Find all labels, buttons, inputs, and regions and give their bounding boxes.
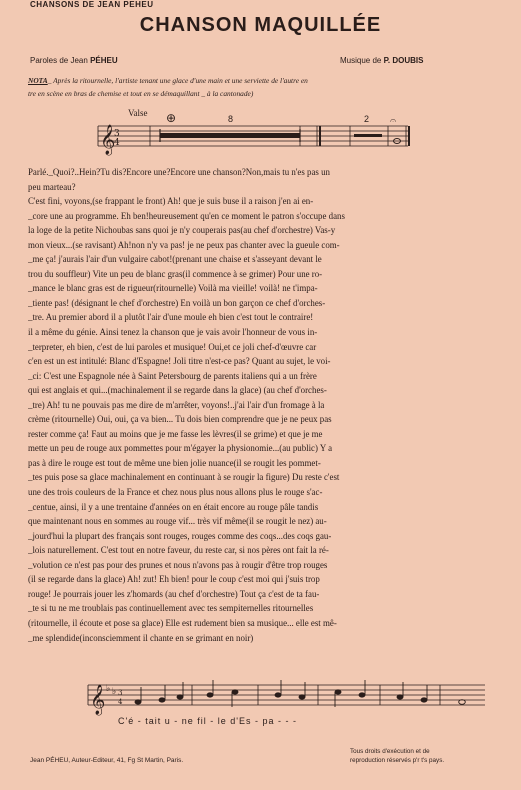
multi-measure-rest-bar [160, 133, 300, 138]
text-line: _centue, ainsi, il y a une trentaine d'années on en était encore au rouge pâle tandis [28, 501, 319, 512]
tempo-marking: Valse [128, 108, 148, 118]
svg-text:4: 4 [118, 698, 123, 706]
svg-text:3: 3 [114, 129, 120, 139]
treble-clef-icon: 𝄞 [90, 685, 106, 715]
text-line: _tre. Au premier abord il a plutôt l'air d'une moule eh bien c'est tout le contraire! [28, 312, 314, 323]
text-line: _core une au programme. Eh ben!heureusement qu'en ce moment le patron s'occupe dans [28, 210, 345, 221]
song-lyrics: C'é - tait u - ne fil - le d'Es - pa - - - [118, 716, 297, 726]
rights-line-1: Tous droits d'exécution et de [350, 748, 430, 755]
text-line: (il se regarde dans la glace) Ah! zut! Eh bien! pour le coup c'est moi qui j'suis trop [28, 574, 320, 585]
coda-icon: ⊕ [166, 112, 177, 125]
text-line: _me ça! j'aurais l'air d'un vulgaire cabot!(prenant une chaise et s'asseyant devant le [28, 254, 322, 265]
text-line: _tre) Ah! tu ne pouvais pas me dire de m'arrêter, voyons!..j'ai l'air d'un fromage à la [28, 399, 325, 410]
text-line: (ritournelle, il écoute et pose sa glace) Elle est rudement bien sa musique... elle est mê- [28, 617, 337, 628]
stage-note [28, 74, 498, 100]
text-line: trou du souffleur) Vite un peu de blanc gras(il commence à se grimer) Pour une ro- [28, 268, 323, 279]
song-title: CHANSON MAQUILLÉE [139, 14, 382, 36]
text-line: _terpreter, eh bien, c'est de lui paroles et musique! Oui,et ce joli chef-d'œuvre car [28, 341, 317, 352]
text-line: pas à dire le rouge est tout de même une bien jolie nuance(il se rougit les pommet- [28, 457, 321, 468]
text-line: il a même du génie. Ainsi tenez la chanson que je vais avoir l'honneur de vous in- [28, 327, 318, 338]
series-header: CHANSONS DE JEAN PEHEU [30, 0, 154, 9]
text-line: la loge de la petite Nichoubas sans quoi je n'y couperais pas(au chef d'orchestre) Vas-y [28, 225, 336, 236]
text-line: _jourd'hui la plupart des français sont rouges, rouges comme des coqs...des coqs gau- [28, 530, 332, 541]
text-line: c'en est un est intitulé: Blanc d'Espagne! Joli titre n'est-ce pas? Quant au sujet, le voi- [28, 356, 331, 367]
text-line: _tes puis pose sa glace machinalement en continuant à se rougir la figure) Du reste c'est [28, 472, 340, 483]
publisher-info: Jean PÉHEU, Auteur-Editeur, 41, Fg St Martin, Paris. [30, 757, 184, 764]
music-staff-intro [90, 112, 420, 162]
rights-line-2: reproduction réservés p'r t's pays. [350, 757, 445, 764]
text-line: une des trois couleurs de la France et chez nous plus nous allons plus le rouge s'ac- [28, 487, 323, 498]
text-line: qui est anglais et qui...(machinalement il se regarde dans la glace) (au chef d'orches- [28, 385, 327, 396]
text-line: rester comme ça! Faut au moins que je me fasse les lèvres(il se grime) et que je me [28, 428, 323, 439]
text-line: mette un peu de rouge aux pommettes pour m'égayer la physionomie...(au public) Y a [28, 443, 333, 454]
svg-text:3: 3 [118, 689, 123, 697]
rights-notice [350, 747, 444, 765]
text-line: que maintenant nous en sommes au rouge vif... très vif même(il se rougit le nez) au- [28, 516, 327, 527]
music-credit [340, 56, 423, 65]
text-line: mon vieux...(se ravisant) Ah!non n'y va pas! je ne peux pas chanter avec la gueule com- [28, 239, 340, 250]
flat-icon: ♭ [112, 687, 117, 697]
lyrics-author: PÉHEU [90, 56, 118, 65]
text-line: _ci: C'est une Espagnole née à Saint Petersbourg de parents italiens qui a un frère [28, 370, 317, 381]
nota-line-1: _ Après la ritournelle, l'artiste tenant une glace d'une main et une serviette de l'autre en [47, 76, 308, 85]
text-line: rouge! Je pourrais jouer les z'homards (au chef d'orchestre) Tout ça c'est de ta fau- [28, 588, 320, 599]
text-line: crème (ritournelle) Oui, oui, ça va bien... Tu dois bien comprendre que je ne peux pas [28, 414, 332, 425]
lyrics-credit [30, 56, 118, 65]
fermata-icon: 𝄐 [390, 114, 397, 127]
treble-clef-icon: 𝄞 [100, 125, 116, 155]
text-line: _me splendide(inconsciemment il chante en se grimant en noir) [28, 632, 254, 643]
text-line: C'est fini, voyons,(se frappant le front) Ah! que je suis buse il a raison j'en ai en- [28, 196, 314, 207]
measure-count-2: 2 [364, 114, 370, 124]
measure-count-8: 8 [228, 114, 234, 124]
nota-line-2: tre en scène en bras de chemise et tout en se démaquillant _ à la cantonade) [28, 89, 254, 98]
flat-icon: ♭ [106, 684, 111, 694]
svg-text:4: 4 [114, 138, 120, 148]
spoken-text [28, 165, 494, 645]
music-credit-prefix: Musique de [340, 56, 382, 65]
text-line: _volution ce n'est pas pour des prunes et nous n'avons pas à rougir d'être trop rouges [28, 559, 328, 570]
text-line: peu marteau? [28, 181, 76, 192]
text-line: _lois naturellement. C'est tout en notre faveur, du reste car, si nos pères ont fait la ré- [28, 545, 329, 556]
text-line: _tiente pas! (désignant le chef d'orchestre) En voilà un bon garçon ce chef d'orches- [28, 297, 326, 308]
nota-label: NOTA [28, 76, 48, 85]
music-author: P. DOUBIS [383, 56, 424, 65]
lyrics-credit-prefix: Paroles de Jean [30, 56, 88, 65]
music-staff-song [80, 675, 490, 717]
text-line: Parlé._Quoi?..Hein?Tu dis?Encore une?Encore une chanson?Non,mais tu n'es pas un [28, 167, 330, 177]
text-line: _te si tu ne me troublais pas continuellement avec tes sempiternelles ritournelles [28, 603, 314, 614]
text-line: _mance le blanc gras est de rigueur(ritournelle) Voilà ma vieille! voilà! ne t'impa- [28, 283, 318, 294]
